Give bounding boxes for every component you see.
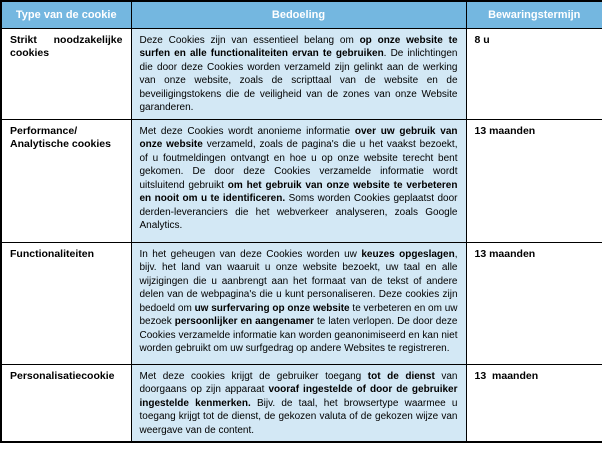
- purpose-text: te verbeteren en om uw bezoek: [139, 302, 458, 327]
- purpose-text: Bijv. de taal, het browsertype waarmee u toegang krijgt tot de dienst, de gekozen valuta of de gekozen wijze van weergave van de content.: [139, 397, 458, 436]
- cookie-type-cell: Functionaliteiten: [1, 242, 131, 364]
- col-header-purpose: Bedoeling: [131, 1, 466, 28]
- purpose-text: , bijv. het land van waaruit u onze website bezoekt, uw taal en alle wijzigingen die u aanbrengt aan het formaat van de tekst of andere delen van de webpagina's die u kunt personaliseren. Deze cookies zijn bedoeld om: [139, 248, 458, 314]
- purpose-text-bold: uw surfervaring op onze website: [194, 302, 350, 314]
- col-header-retention: Bewaringstermijn: [466, 1, 602, 28]
- retention-cell: 8 u: [466, 28, 602, 119]
- header-row: [1, 1, 602, 28]
- table-row: [1, 28, 602, 119]
- purpose-cell: [131, 242, 466, 364]
- purpose-text: In het geheugen van deze Cookies worden uw: [139, 248, 362, 260]
- purpose-text-bold: vooraf ingestelde of door de gebruiker ingestelde kenmerken.: [139, 384, 458, 409]
- purpose-text-bold: om het gebruik van onze website te verbeteren en nooit om u te identificeren.: [139, 179, 458, 204]
- purpose-text-bold: tot de dienst: [367, 370, 435, 382]
- table-row: [1, 242, 602, 364]
- col-header-cookie-type: Type van de cookie: [1, 1, 131, 28]
- purpose-text: . De inlichtingen die door deze Cookies worden verzameld zijn gelinkt aan de werking van onze website, zoals de scripttaal van de website en de beveiligingstokens die de veiligheid van de zones van onze Website garanderen.: [139, 48, 458, 113]
- table-body: [1, 28, 602, 442]
- purpose-text-bold: persoonlijker en aangenamer: [174, 316, 315, 327]
- purpose-cell: [131, 364, 466, 442]
- retention-cell: 13 maanden: [466, 364, 602, 442]
- cookie-type-cell: Strikt noodzakelijke cookies: [1, 28, 131, 119]
- table-row: [1, 119, 602, 242]
- cookie-type-cell: Performance/ Analytische cookies: [1, 119, 131, 242]
- purpose-text: Soms worden Cookies geplaatst door derden-leveranciers die het webverkeer analyseren, zoals Google Analytics.: [139, 193, 458, 231]
- purpose-text: verzameld, zoals de pagina's die u het vaakst bezoekt, of u foutmeldingen ontvangt en hoe u op onze website terecht bent gekomen. De door deze Cookies verzamelde informatie wordt uitsluitend gebruikt: [139, 139, 458, 191]
- purpose-text: te laten verlopen. De door deze Cookies verzamelde informatie kan worden geanonimiseerd en kan niet worden gebruikt om uw surfgedrag op andere Websites te registreren.: [139, 316, 458, 354]
- purpose-cell: [131, 119, 466, 242]
- purpose-text-bold: keuzes opgeslagen: [361, 248, 455, 260]
- purpose-text-bold: op onze website te surfen en alle functionaliteiten ervan te gebruiken: [139, 34, 458, 59]
- purpose-text: van doorgaans op zijn apparaat: [139, 370, 458, 395]
- purpose-text: Met deze Cookies wordt anonieme informatie: [139, 125, 355, 137]
- purpose-text: Deze Cookies zijn van essentieel belang om: [139, 34, 360, 46]
- purpose-text-bold: over uw gebruik van onze website: [139, 125, 458, 150]
- retention-cell: 13 maanden: [466, 242, 602, 364]
- purpose-cell: [131, 28, 466, 119]
- retention-cell: 13 maanden: [466, 119, 602, 242]
- purpose-text: Met deze cookies krijgt de gebruiker toegang: [139, 370, 368, 382]
- cookie-type-cell: Personalisatiecookie: [1, 364, 131, 442]
- table-row: [1, 364, 602, 442]
